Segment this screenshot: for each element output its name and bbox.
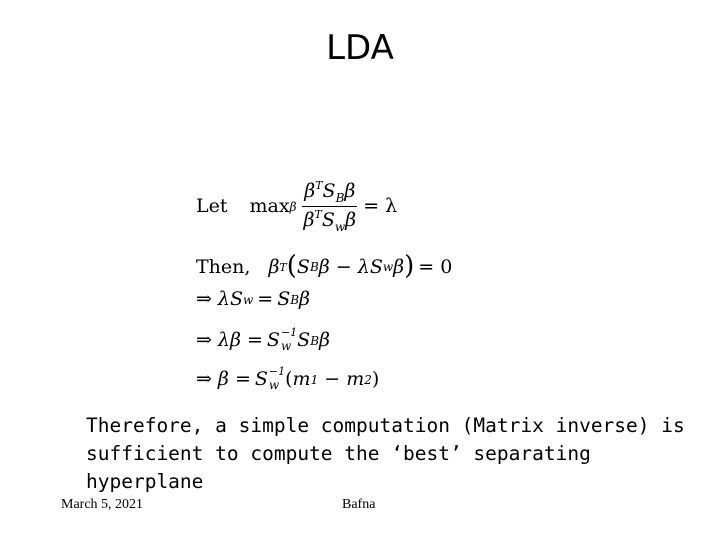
- equation-line-4: ⇒ λβ = S −1 w S B β: [196, 326, 331, 353]
- eq1-max: max: [249, 195, 290, 217]
- eq1-denominator: $\beta^TS_w\beta$: [303, 208, 357, 234]
- footer-author: Bafna: [342, 497, 376, 512]
- body-text: Therefore, a simple computation (Matrix inverse) is sufficient to compute the ‘best’ separating hyperplane: [86, 414, 685, 493]
- eq1-rhs: = λ: [363, 195, 398, 217]
- slide-title: LDA: [326, 28, 394, 68]
- eq1-numerator: $\beta^TS_B\beta$: [304, 179, 356, 205]
- equation-line-2: Then, β T ( S B β − λ S w β ) = 0: [196, 251, 453, 281]
- eq2-label: Then,: [196, 255, 251, 278]
- implies-arrow: ⇒: [196, 288, 212, 310]
- eq1-label: Let: [196, 195, 228, 217]
- eq1-fraction: [302, 180, 359, 233]
- equation-line-5: ⇒ β = S −1 w ( m 1 − m 2 ): [196, 365, 380, 392]
- implies-arrow: ⇒: [196, 329, 212, 351]
- footer-date: March 5, 2021: [61, 497, 144, 512]
- equation-line-3: ⇒ λS w = S B β: [196, 288, 311, 310]
- eq1-max-sub: β: [289, 199, 297, 214]
- equation-line-1: [196, 180, 397, 233]
- eq2-rhs: = 0: [418, 255, 453, 278]
- implies-arrow: ⇒: [196, 368, 212, 390]
